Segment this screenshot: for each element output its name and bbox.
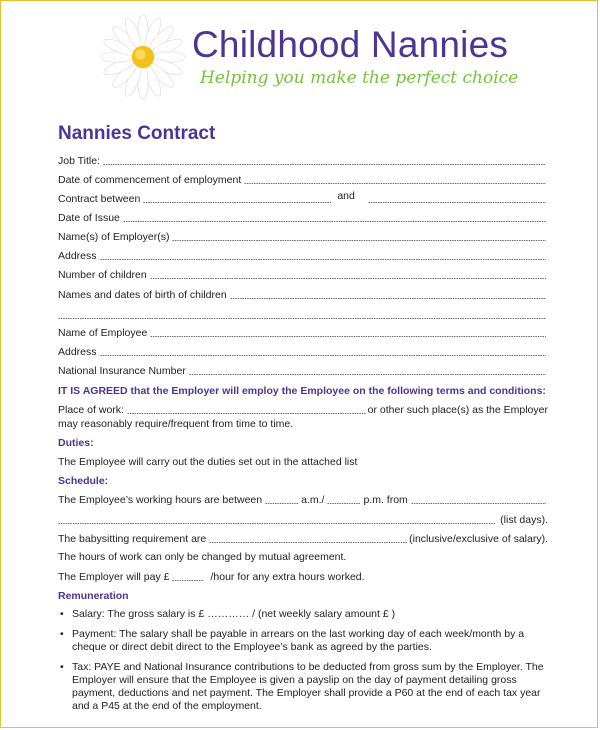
brand-tagline: Helping you make the perfect choice — [200, 68, 519, 88]
field-contract-between — [58, 191, 548, 206]
place-of-work-continuation: may reasonably require/frequent from time to time. — [58, 418, 294, 430]
fill-line — [123, 220, 546, 223]
field-list-days: (list days). — [500, 514, 548, 526]
list-item-line: Tax: PAYE and National Insurance contributions to be deducted from gross sum by the Employer. The — [72, 661, 544, 673]
schedule-heading: Schedule: — [58, 475, 109, 487]
list-item-line: Employer will ensure that the Employee is given a payslip on the day of payment detailing gross — [72, 674, 517, 686]
fill-line — [368, 201, 546, 204]
fill-line — [189, 373, 546, 376]
field-label: Number of children — [58, 269, 147, 281]
fill-line — [172, 579, 204, 582]
fill-line — [327, 502, 361, 505]
remuneration-heading: Remuneration — [58, 590, 129, 602]
fill-line — [150, 335, 546, 338]
list-item-line: payment, deductions and net payment. The Employer shall provide a P60 at the end of each tax year — [72, 687, 541, 699]
field-number-of-children — [58, 267, 548, 282]
field-commencement — [58, 172, 548, 187]
fill-line — [230, 297, 546, 300]
fill-line — [244, 182, 546, 185]
bullet-dot: • — [60, 628, 64, 640]
daisy-icon — [100, 14, 186, 100]
fill-line — [209, 541, 407, 544]
field-address-employee — [58, 344, 548, 359]
field-label: Name(s) of Employer(s) — [58, 231, 170, 243]
field-working-days — [58, 512, 548, 527]
field-label: Date of Issue — [58, 212, 120, 224]
field-label: Contract between — [58, 193, 141, 205]
fill-line — [265, 502, 299, 505]
field-label: The Employer will pay £ — [58, 571, 170, 583]
field-employers — [58, 229, 548, 244]
field-label: Address — [58, 346, 97, 358]
fill-line — [127, 412, 366, 415]
field-extra-pay — [58, 569, 548, 584]
fill-line — [58, 317, 546, 320]
field-date-of-issue — [58, 210, 548, 225]
fill-line — [150, 277, 546, 280]
field-label: The babysitting requirement are — [58, 533, 207, 545]
fill-line — [58, 522, 495, 525]
field-label: The Employee’s working hours are between — [58, 494, 263, 506]
fill-line — [100, 354, 546, 357]
agreement-statement: IT IS AGREED that the Employer will employ the Employee on the following terms and conditions: — [58, 385, 546, 397]
field-label: Names and dates of birth of children — [58, 289, 227, 301]
fill-line — [411, 502, 546, 505]
field-label: Date of commencement of employment — [58, 174, 242, 186]
field-address-employer — [58, 248, 548, 263]
field-suffix: or other such place(s) as the Employer — [367, 404, 548, 416]
field-am: a.m./ — [301, 494, 325, 506]
field-working-hours — [58, 492, 548, 507]
field-children-names — [58, 287, 548, 302]
document-title: Nannies Contract — [58, 123, 216, 144]
field-job-title — [58, 153, 548, 168]
field-babysitting — [58, 531, 548, 546]
field-pay-suffix: /hour for any extra hours worked. — [210, 571, 365, 583]
field-and: and — [337, 190, 355, 202]
bullet-dot: • — [60, 661, 64, 673]
bullet-dot: • — [60, 608, 64, 620]
field-employee-name — [58, 325, 548, 340]
duties-text: The Employee will carry out the duties set out in the attached list — [58, 456, 358, 468]
list-item-line: Payment: The salary shall be payable in arrears on the last working day of each week/month by a — [72, 628, 525, 640]
field-label: Place of work: — [58, 404, 124, 416]
duties-heading: Duties: — [58, 437, 94, 449]
field-label: Job Title: — [58, 155, 101, 167]
field-label: National Insurance Number — [58, 365, 186, 377]
field-label: Address — [58, 250, 97, 262]
field-salary-note: (inclusive/exclusive of salary). — [409, 533, 548, 545]
list-item-line: and a P45 at the end of the employment. — [72, 700, 262, 712]
field-pm-from: p.m. from — [363, 494, 408, 506]
field-place-of-work — [58, 402, 548, 417]
fill-line — [143, 201, 331, 204]
list-item-line: Salary: The gross salary is £ ………… / (net weekly salary amount £ ) — [72, 608, 396, 620]
brand-name: Childhood Nannies — [192, 24, 509, 65]
fill-line — [100, 258, 546, 261]
list-item-line: cheque or direct debit direct to the Employee’s bank as agreed by the parties. — [72, 641, 432, 653]
mutual-agreement-text: The hours of work can only be changed by mutual agreement. — [58, 551, 347, 563]
fill-line — [103, 163, 546, 166]
field-ni-number — [58, 363, 548, 378]
field-label: Name of Employee — [58, 327, 148, 339]
fill-line — [172, 239, 546, 242]
field-children-names-continued — [58, 307, 548, 322]
